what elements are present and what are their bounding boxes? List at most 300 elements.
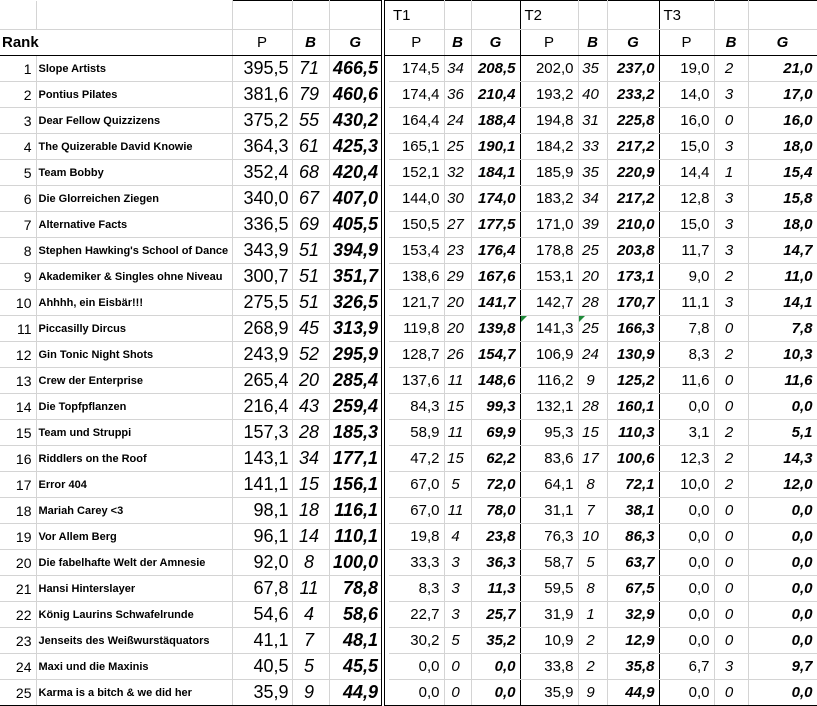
- rank-cell[interactable]: 6: [0, 186, 36, 212]
- t2-p-cell[interactable]: 142,7: [520, 290, 578, 316]
- t2-p-cell[interactable]: 33,8: [520, 654, 578, 680]
- total-p-cell[interactable]: 54,6: [232, 602, 292, 628]
- t1-g-cell[interactable]: 167,6: [471, 264, 520, 290]
- total-b-cell[interactable]: 79: [292, 82, 329, 108]
- total-b-cell[interactable]: 52: [292, 342, 329, 368]
- team-name-cell[interactable]: Maxi und die Maxinis: [36, 654, 232, 680]
- t3-g-cell[interactable]: 0,0: [748, 498, 817, 524]
- t3-g-cell[interactable]: 11,6: [748, 368, 817, 394]
- col-header-g[interactable]: G: [329, 30, 383, 56]
- total-g-cell[interactable]: 460,6: [329, 82, 383, 108]
- t3-p-cell[interactable]: 7,8: [659, 316, 714, 342]
- t1-g-cell[interactable]: 141,7: [471, 290, 520, 316]
- team-name-cell[interactable]: Hansi Hinterslayer: [36, 576, 232, 602]
- t2-g-cell[interactable]: 160,1: [607, 394, 659, 420]
- t2-g-cell[interactable]: 203,8: [607, 238, 659, 264]
- t2-p-cell[interactable]: 193,2: [520, 82, 578, 108]
- total-g-cell[interactable]: 259,4: [329, 394, 383, 420]
- t2-p-cell[interactable]: 194,8: [520, 108, 578, 134]
- rank-cell[interactable]: 21: [0, 576, 36, 602]
- t2-header-b[interactable]: B: [578, 30, 607, 56]
- total-p-cell[interactable]: 67,8: [232, 576, 292, 602]
- total-b-cell[interactable]: 67: [292, 186, 329, 212]
- t3-b-cell[interactable]: 0: [714, 368, 748, 394]
- total-g-cell[interactable]: 78,8: [329, 576, 383, 602]
- t3-p-cell[interactable]: 10,0: [659, 472, 714, 498]
- total-g-cell[interactable]: 44,9: [329, 680, 383, 706]
- t1-g-cell[interactable]: 0,0: [471, 654, 520, 680]
- t2-b-cell[interactable]: 9: [578, 368, 607, 394]
- col-header-b[interactable]: B: [292, 30, 329, 56]
- total-g-cell[interactable]: 394,9: [329, 238, 383, 264]
- t1-b-cell[interactable]: 5: [444, 472, 471, 498]
- t1-p-cell[interactable]: 119,8: [389, 316, 444, 342]
- t2-b-cell[interactable]: 8: [578, 472, 607, 498]
- t1-g-cell[interactable]: 210,4: [471, 82, 520, 108]
- t3-p-cell[interactable]: 0,0: [659, 576, 714, 602]
- t3-b-cell[interactable]: 3: [714, 212, 748, 238]
- t3-g-cell[interactable]: 18,0: [748, 134, 817, 160]
- t3-b-cell[interactable]: 3: [714, 290, 748, 316]
- t1-g-cell[interactable]: 0,0: [471, 680, 520, 706]
- t3-p-cell[interactable]: 11,1: [659, 290, 714, 316]
- blank-cell[interactable]: [292, 1, 329, 30]
- total-g-cell[interactable]: 430,2: [329, 108, 383, 134]
- t2-b-cell[interactable]: 10: [578, 524, 607, 550]
- t3-b-cell[interactable]: 3: [714, 82, 748, 108]
- t2-g-cell[interactable]: 173,1: [607, 264, 659, 290]
- t2-p-cell[interactable]: 10,9: [520, 628, 578, 654]
- t2-p-cell[interactable]: 153,1: [520, 264, 578, 290]
- t2-b-cell[interactable]: 17: [578, 446, 607, 472]
- t3-p-cell[interactable]: 0,0: [659, 628, 714, 654]
- total-p-cell[interactable]: 364,3: [232, 134, 292, 160]
- t3-g-cell[interactable]: 14,7: [748, 238, 817, 264]
- t2-b-cell[interactable]: 25: [578, 316, 607, 342]
- rank-cell[interactable]: 24: [0, 654, 36, 680]
- total-p-cell[interactable]: 41,1: [232, 628, 292, 654]
- t3-b-cell[interactable]: 3: [714, 238, 748, 264]
- t1-b-cell[interactable]: 15: [444, 446, 471, 472]
- total-p-cell[interactable]: 92,0: [232, 550, 292, 576]
- total-b-cell[interactable]: 9: [292, 680, 329, 706]
- t3-b-cell[interactable]: 0: [714, 394, 748, 420]
- t1-b-cell[interactable]: 24: [444, 108, 471, 134]
- t1-b-cell[interactable]: 25: [444, 134, 471, 160]
- t2-p-cell[interactable]: 35,9: [520, 680, 578, 706]
- t2-b-cell[interactable]: 2: [578, 628, 607, 654]
- t3-b-cell[interactable]: 0: [714, 680, 748, 706]
- t3-p-cell[interactable]: 0,0: [659, 602, 714, 628]
- t2-b-cell[interactable]: 24: [578, 342, 607, 368]
- t3-p-cell[interactable]: 0,0: [659, 680, 714, 706]
- rank-cell[interactable]: 18: [0, 498, 36, 524]
- total-g-cell[interactable]: 326,5: [329, 290, 383, 316]
- t1-b-cell[interactable]: 3: [444, 576, 471, 602]
- t1-b-cell[interactable]: 36: [444, 82, 471, 108]
- team-name-cell[interactable]: Team Bobby: [36, 160, 232, 186]
- total-b-cell[interactable]: 8: [292, 550, 329, 576]
- t2-header-p[interactable]: P: [520, 30, 578, 56]
- t2-b-cell[interactable]: 35: [578, 160, 607, 186]
- rank-header[interactable]: Rank: [0, 30, 232, 56]
- t3-header-b[interactable]: B: [714, 30, 748, 56]
- t1-g-cell[interactable]: 11,3: [471, 576, 520, 602]
- t1-g-cell[interactable]: 176,4: [471, 238, 520, 264]
- team-name-cell[interactable]: Mariah Carey <3: [36, 498, 232, 524]
- t1-g-cell[interactable]: 25,7: [471, 602, 520, 628]
- t2-p-cell[interactable]: 106,9: [520, 342, 578, 368]
- t2-g-cell[interactable]: 225,8: [607, 108, 659, 134]
- t3-g-cell[interactable]: 0,0: [748, 394, 817, 420]
- t1-p-cell[interactable]: 19,8: [389, 524, 444, 550]
- t1-b-cell[interactable]: 20: [444, 316, 471, 342]
- t2-b-cell[interactable]: 7: [578, 498, 607, 524]
- t3-b-cell[interactable]: 3: [714, 654, 748, 680]
- t1-g-cell[interactable]: 184,1: [471, 160, 520, 186]
- t1-p-cell[interactable]: 144,0: [389, 186, 444, 212]
- rank-cell[interactable]: 3: [0, 108, 36, 134]
- t2-p-cell[interactable]: 183,2: [520, 186, 578, 212]
- total-b-cell[interactable]: 51: [292, 264, 329, 290]
- blank-cell[interactable]: [0, 1, 36, 30]
- blank-cell[interactable]: [471, 1, 520, 30]
- blank-cell[interactable]: [232, 1, 292, 30]
- t2-g-cell[interactable]: 233,2: [607, 82, 659, 108]
- t3-g-cell[interactable]: 10,3: [748, 342, 817, 368]
- total-p-cell[interactable]: 216,4: [232, 394, 292, 420]
- total-p-cell[interactable]: 243,9: [232, 342, 292, 368]
- total-g-cell[interactable]: 156,1: [329, 472, 383, 498]
- total-g-cell[interactable]: 425,3: [329, 134, 383, 160]
- t1-g-cell[interactable]: 148,6: [471, 368, 520, 394]
- team-name-cell[interactable]: Jenseits des Weißwurstäquators: [36, 628, 232, 654]
- team-name-cell[interactable]: Alternative Facts: [36, 212, 232, 238]
- total-g-cell[interactable]: 116,1: [329, 498, 383, 524]
- team-name-cell[interactable]: Vor Allem Berg: [36, 524, 232, 550]
- t1-b-cell[interactable]: 34: [444, 56, 471, 82]
- t2-g-cell[interactable]: 237,0: [607, 56, 659, 82]
- total-g-cell[interactable]: 466,5: [329, 56, 383, 82]
- t1-b-cell[interactable]: 11: [444, 420, 471, 446]
- t3-b-cell[interactable]: 1: [714, 160, 748, 186]
- total-p-cell[interactable]: 336,5: [232, 212, 292, 238]
- t1-b-cell[interactable]: 4: [444, 524, 471, 550]
- t1-p-cell[interactable]: 67,0: [389, 472, 444, 498]
- t3-p-cell[interactable]: 11,7: [659, 238, 714, 264]
- t3-p-cell[interactable]: 0,0: [659, 524, 714, 550]
- t1-g-cell[interactable]: 35,2: [471, 628, 520, 654]
- t3-b-cell[interactable]: 0: [714, 576, 748, 602]
- team-name-cell[interactable]: Error 404: [36, 472, 232, 498]
- t2-g-cell[interactable]: 32,9: [607, 602, 659, 628]
- total-p-cell[interactable]: 375,2: [232, 108, 292, 134]
- team-name-cell[interactable]: König Laurins Schwafelrunde: [36, 602, 232, 628]
- rank-cell[interactable]: 11: [0, 316, 36, 342]
- t1-b-cell[interactable]: 0: [444, 680, 471, 706]
- t2-p-cell[interactable]: 95,3: [520, 420, 578, 446]
- rank-cell[interactable]: 1: [0, 56, 36, 82]
- total-g-cell[interactable]: 185,3: [329, 420, 383, 446]
- total-p-cell[interactable]: 141,1: [232, 472, 292, 498]
- t3-b-cell[interactable]: 2: [714, 56, 748, 82]
- total-g-cell[interactable]: 45,5: [329, 654, 383, 680]
- total-p-cell[interactable]: 275,5: [232, 290, 292, 316]
- t1-b-cell[interactable]: 27: [444, 212, 471, 238]
- t2-g-cell[interactable]: 110,3: [607, 420, 659, 446]
- t1-p-cell[interactable]: 67,0: [389, 498, 444, 524]
- total-b-cell[interactable]: 71: [292, 56, 329, 82]
- t2-b-cell[interactable]: 5: [578, 550, 607, 576]
- t1-b-cell[interactable]: 0: [444, 654, 471, 680]
- team-name-cell[interactable]: Piccasilly Dircus: [36, 316, 232, 342]
- t2-p-cell[interactable]: 132,1: [520, 394, 578, 420]
- team-name-cell[interactable]: Stephen Hawking's School of Dance: [36, 238, 232, 264]
- t1-p-cell[interactable]: 153,4: [389, 238, 444, 264]
- total-b-cell[interactable]: 20: [292, 368, 329, 394]
- t1-b-cell[interactable]: 11: [444, 498, 471, 524]
- t1-p-cell[interactable]: 165,1: [389, 134, 444, 160]
- total-p-cell[interactable]: 381,6: [232, 82, 292, 108]
- t2-g-cell[interactable]: 125,2: [607, 368, 659, 394]
- team-name-cell[interactable]: Die fabelhafte Welt der Amnesie: [36, 550, 232, 576]
- t2-g-cell[interactable]: 44,9: [607, 680, 659, 706]
- total-b-cell[interactable]: 55: [292, 108, 329, 134]
- t3-g-cell[interactable]: 11,0: [748, 264, 817, 290]
- t2-b-cell[interactable]: 8: [578, 576, 607, 602]
- t3-g-cell[interactable]: 15,4: [748, 160, 817, 186]
- rank-cell[interactable]: 22: [0, 602, 36, 628]
- t2-g-cell[interactable]: 130,9: [607, 342, 659, 368]
- t1-p-cell[interactable]: 22,7: [389, 602, 444, 628]
- t2-p-cell[interactable]: 76,3: [520, 524, 578, 550]
- total-b-cell[interactable]: 7: [292, 628, 329, 654]
- total-b-cell[interactable]: 28: [292, 420, 329, 446]
- total-p-cell[interactable]: 98,1: [232, 498, 292, 524]
- total-b-cell[interactable]: 45: [292, 316, 329, 342]
- team-name-cell[interactable]: The Quizerable David Knowie: [36, 134, 232, 160]
- t3-p-cell[interactable]: 0,0: [659, 498, 714, 524]
- t2-b-cell[interactable]: 28: [578, 290, 607, 316]
- t3-p-cell[interactable]: 19,0: [659, 56, 714, 82]
- t2-b-cell[interactable]: 25: [578, 238, 607, 264]
- blank-cell[interactable]: [329, 1, 383, 30]
- total-p-cell[interactable]: 35,9: [232, 680, 292, 706]
- team-name-cell[interactable]: Pontius Pilates: [36, 82, 232, 108]
- t3-g-cell[interactable]: 0,0: [748, 576, 817, 602]
- t3-p-cell[interactable]: 6,7: [659, 654, 714, 680]
- rank-cell[interactable]: 12: [0, 342, 36, 368]
- t1-header-p[interactable]: P: [389, 30, 444, 56]
- team-name-cell[interactable]: Ahhhh, ein Eisbär!!!: [36, 290, 232, 316]
- t2-p-cell[interactable]: 116,2: [520, 368, 578, 394]
- t1-b-cell[interactable]: 3: [444, 602, 471, 628]
- t3-g-cell[interactable]: 0,0: [748, 602, 817, 628]
- t1-p-cell[interactable]: 84,3: [389, 394, 444, 420]
- t3-header-p[interactable]: P: [659, 30, 714, 56]
- t1-g-cell[interactable]: 188,4: [471, 108, 520, 134]
- t1-g-cell[interactable]: 62,2: [471, 446, 520, 472]
- blank-cell[interactable]: [36, 1, 232, 30]
- t2-b-cell[interactable]: 31: [578, 108, 607, 134]
- total-p-cell[interactable]: 268,9: [232, 316, 292, 342]
- t3-p-cell[interactable]: 15,0: [659, 134, 714, 160]
- total-g-cell[interactable]: 295,9: [329, 342, 383, 368]
- t2-g-cell[interactable]: 220,9: [607, 160, 659, 186]
- t2-b-cell[interactable]: 15: [578, 420, 607, 446]
- t2-p-cell[interactable]: 184,2: [520, 134, 578, 160]
- total-g-cell[interactable]: 177,1: [329, 446, 383, 472]
- total-p-cell[interactable]: 143,1: [232, 446, 292, 472]
- group-header-t2[interactable]: T2: [520, 1, 578, 30]
- t1-b-cell[interactable]: 3: [444, 550, 471, 576]
- t3-g-cell[interactable]: 17,0: [748, 82, 817, 108]
- total-p-cell[interactable]: 300,7: [232, 264, 292, 290]
- t2-p-cell[interactable]: 59,5: [520, 576, 578, 602]
- t1-p-cell[interactable]: 138,6: [389, 264, 444, 290]
- t3-header-g[interactable]: G: [748, 30, 817, 56]
- total-g-cell[interactable]: 405,5: [329, 212, 383, 238]
- t2-p-cell[interactable]: 185,9: [520, 160, 578, 186]
- t2-g-cell[interactable]: 217,2: [607, 186, 659, 212]
- total-b-cell[interactable]: 5: [292, 654, 329, 680]
- t1-g-cell[interactable]: 139,8: [471, 316, 520, 342]
- total-p-cell[interactable]: 40,5: [232, 654, 292, 680]
- total-g-cell[interactable]: 407,0: [329, 186, 383, 212]
- t2-p-cell[interactable]: 83,6: [520, 446, 578, 472]
- t1-p-cell[interactable]: 33,3: [389, 550, 444, 576]
- t3-p-cell[interactable]: 3,1: [659, 420, 714, 446]
- t3-b-cell[interactable]: 0: [714, 628, 748, 654]
- t2-p-cell[interactable]: 31,9: [520, 602, 578, 628]
- t3-p-cell[interactable]: 12,8: [659, 186, 714, 212]
- total-b-cell[interactable]: 14: [292, 524, 329, 550]
- t3-g-cell[interactable]: 16,0: [748, 108, 817, 134]
- t3-g-cell[interactable]: 14,1: [748, 290, 817, 316]
- t3-g-cell[interactable]: 12,0: [748, 472, 817, 498]
- team-name-cell[interactable]: Akademiker & Singles ohne Niveau: [36, 264, 232, 290]
- t1-header-b[interactable]: B: [444, 30, 471, 56]
- t2-b-cell[interactable]: 34: [578, 186, 607, 212]
- blank-cell[interactable]: [578, 1, 607, 30]
- rank-cell[interactable]: 5: [0, 160, 36, 186]
- t1-g-cell[interactable]: 154,7: [471, 342, 520, 368]
- t1-p-cell[interactable]: 8,3: [389, 576, 444, 602]
- total-b-cell[interactable]: 69: [292, 212, 329, 238]
- t1-b-cell[interactable]: 20: [444, 290, 471, 316]
- t3-p-cell[interactable]: 12,3: [659, 446, 714, 472]
- total-b-cell[interactable]: 51: [292, 238, 329, 264]
- rank-cell[interactable]: 4: [0, 134, 36, 160]
- rank-cell[interactable]: 15: [0, 420, 36, 446]
- rank-cell[interactable]: 23: [0, 628, 36, 654]
- t3-b-cell[interactable]: 0: [714, 550, 748, 576]
- t2-b-cell[interactable]: 1: [578, 602, 607, 628]
- t3-p-cell[interactable]: 9,0: [659, 264, 714, 290]
- t1-header-g[interactable]: G: [471, 30, 520, 56]
- t3-g-cell[interactable]: 9,7: [748, 654, 817, 680]
- t3-g-cell[interactable]: 7,8: [748, 316, 817, 342]
- t2-b-cell[interactable]: 2: [578, 654, 607, 680]
- t2-p-cell[interactable]: 141,3: [520, 316, 578, 342]
- t3-g-cell[interactable]: 15,8: [748, 186, 817, 212]
- t1-p-cell[interactable]: 0,0: [389, 654, 444, 680]
- total-b-cell[interactable]: 11: [292, 576, 329, 602]
- t3-g-cell[interactable]: 0,0: [748, 628, 817, 654]
- t1-b-cell[interactable]: 23: [444, 238, 471, 264]
- t3-b-cell[interactable]: 0: [714, 316, 748, 342]
- t3-b-cell[interactable]: 2: [714, 420, 748, 446]
- rank-cell[interactable]: 7: [0, 212, 36, 238]
- total-g-cell[interactable]: 351,7: [329, 264, 383, 290]
- t2-p-cell[interactable]: 64,1: [520, 472, 578, 498]
- t1-g-cell[interactable]: 69,9: [471, 420, 520, 446]
- t1-b-cell[interactable]: 5: [444, 628, 471, 654]
- t1-p-cell[interactable]: 121,7: [389, 290, 444, 316]
- rank-cell[interactable]: 17: [0, 472, 36, 498]
- t2-g-cell[interactable]: 217,2: [607, 134, 659, 160]
- t3-p-cell[interactable]: 15,0: [659, 212, 714, 238]
- t2-p-cell[interactable]: 178,8: [520, 238, 578, 264]
- group-header-t3[interactable]: T3: [659, 1, 714, 30]
- total-b-cell[interactable]: 68: [292, 160, 329, 186]
- total-g-cell[interactable]: 100,0: [329, 550, 383, 576]
- t3-b-cell[interactable]: 0: [714, 108, 748, 134]
- t2-g-cell[interactable]: 38,1: [607, 498, 659, 524]
- t1-p-cell[interactable]: 164,4: [389, 108, 444, 134]
- t1-p-cell[interactable]: 0,0: [389, 680, 444, 706]
- t3-p-cell[interactable]: 14,0: [659, 82, 714, 108]
- total-b-cell[interactable]: 34: [292, 446, 329, 472]
- total-p-cell[interactable]: 343,9: [232, 238, 292, 264]
- team-name-cell[interactable]: Die Topfpflanzen: [36, 394, 232, 420]
- total-g-cell[interactable]: 58,6: [329, 602, 383, 628]
- t3-b-cell[interactable]: 2: [714, 472, 748, 498]
- t3-g-cell[interactable]: 21,0: [748, 56, 817, 82]
- total-p-cell[interactable]: 340,0: [232, 186, 292, 212]
- t2-g-cell[interactable]: 67,5: [607, 576, 659, 602]
- t3-b-cell[interactable]: 2: [714, 446, 748, 472]
- t1-p-cell[interactable]: 174,5: [389, 56, 444, 82]
- t3-b-cell[interactable]: 3: [714, 186, 748, 212]
- t1-p-cell[interactable]: 152,1: [389, 160, 444, 186]
- t1-b-cell[interactable]: 32: [444, 160, 471, 186]
- t2-g-cell[interactable]: 72,1: [607, 472, 659, 498]
- t3-b-cell[interactable]: 3: [714, 134, 748, 160]
- t3-g-cell[interactable]: 0,0: [748, 680, 817, 706]
- t1-p-cell[interactable]: 128,7: [389, 342, 444, 368]
- blank-cell[interactable]: [748, 1, 817, 30]
- rank-cell[interactable]: 8: [0, 238, 36, 264]
- rank-cell[interactable]: 9: [0, 264, 36, 290]
- t3-g-cell[interactable]: 0,0: [748, 550, 817, 576]
- team-name-cell[interactable]: Riddlers on the Roof: [36, 446, 232, 472]
- t2-b-cell[interactable]: 39: [578, 212, 607, 238]
- rank-cell[interactable]: 16: [0, 446, 36, 472]
- t1-p-cell[interactable]: 30,2: [389, 628, 444, 654]
- t3-b-cell[interactable]: 2: [714, 264, 748, 290]
- t2-b-cell[interactable]: 9: [578, 680, 607, 706]
- total-g-cell[interactable]: 313,9: [329, 316, 383, 342]
- team-name-cell[interactable]: Die Glorreichen Ziegen: [36, 186, 232, 212]
- t3-g-cell[interactable]: 14,3: [748, 446, 817, 472]
- t3-b-cell[interactable]: 0: [714, 524, 748, 550]
- t2-header-g[interactable]: G: [607, 30, 659, 56]
- t2-p-cell[interactable]: 58,7: [520, 550, 578, 576]
- rank-cell[interactable]: 14: [0, 394, 36, 420]
- t2-g-cell[interactable]: 100,6: [607, 446, 659, 472]
- blank-cell[interactable]: [444, 1, 471, 30]
